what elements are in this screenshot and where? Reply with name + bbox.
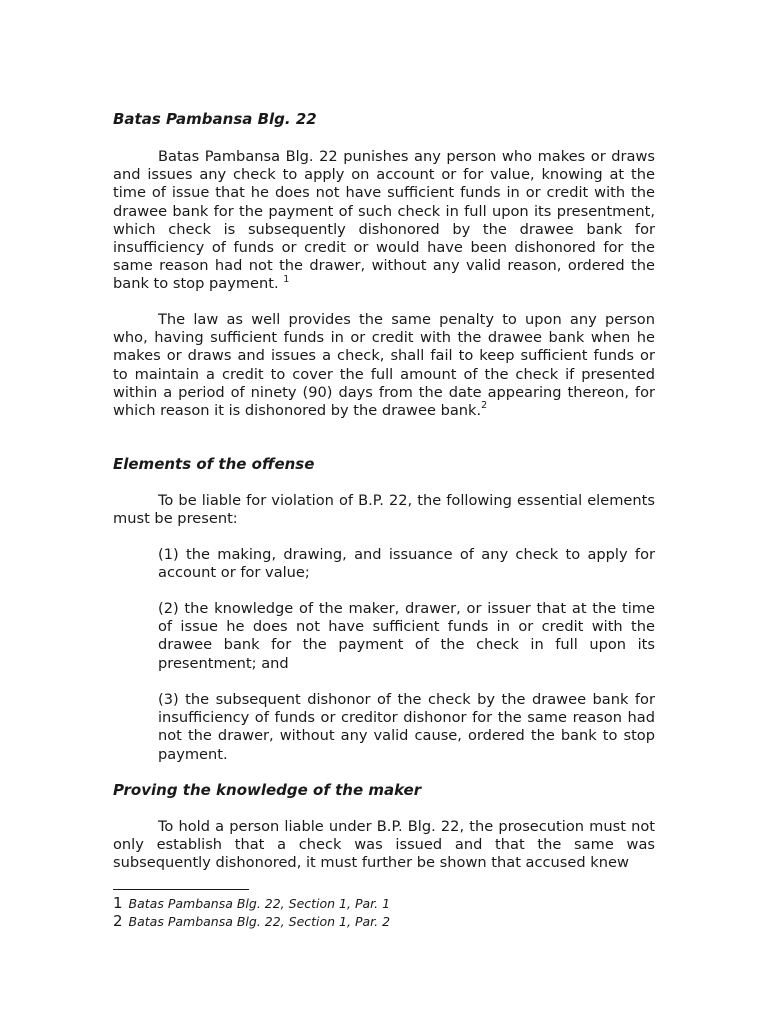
proving-heading: Proving the knowledge of the maker [113, 781, 422, 799]
footnote-ref-2: 2 [481, 400, 488, 412]
intro-paragraph-2-text: The law as well provides the same penalty to upon any person who, having sufficient funds in or credit with the drawee bank when he makes or draws and issues a check, shall fail to keep sufficient funds or to maintain a credit to cover the full amount of the check if presented within a period of ninety (90) days from the date appearing thereon, for which reason it is dishonored by the drawee bank. [113, 311, 655, 420]
elements-heading: Elements of the offense [113, 455, 315, 473]
intro-paragraph-1-text: Batas Pambansa Blg. 22 punishes any person who makes or draws and issues any check to apply on account or for value, knowing at the time of issue that he does not have sufficient funds in or credit with the drawee bank for the payment of such check in full upon its presentment, which check is subsequently dishonored by the drawee bank for insufficiency of funds or credit or would have been dishonored for the same reason had not the drawer, without any valid reason, ordered the bank to stop payment. [113, 148, 655, 293]
footnote-1 [113, 894, 390, 912]
intro-paragraph-2 [113, 311, 655, 420]
element-item-3: (3) the subsequent dishonor of the check by the drawee bank for insufficiency of funds or creditor dishonor for the same reason had not the drawer, without any valid cause, ordered the bank to stop payment. [158, 691, 655, 763]
footnote-2-number: 2 [113, 912, 123, 930]
footnote-2 [113, 912, 390, 930]
footnote-ref-1: 1 [283, 273, 290, 285]
footnote-1-text: Batas Pambansa Blg. 22, Section 1, Par. 1 [128, 896, 391, 911]
proving-paragraph-1: To hold a person liable under B.P. Blg. 22, the prosecution must not only establish that a check was issued and that the same was subsequently dishonored, it must further be shown that accused knew [113, 818, 655, 872]
intro-paragraph-1 [113, 148, 655, 294]
footnote-separator [113, 889, 249, 890]
element-item-2: (2) the knowledge of the maker, drawer, or issuer that at the time of issue he does not have sufficient funds in or credit with the drawee bank for the payment of the check in full upon its presentment; and [158, 600, 655, 672]
element-item-1: (1) the making, drawing, and issuance of any check to apply for account or for value; [158, 546, 655, 582]
elements-lead-paragraph: To be liable for violation of B.P. 22, the following essential elements must be present: [113, 492, 655, 528]
footnote-1-number: 1 [113, 894, 123, 912]
footnote-2-text: Batas Pambansa Blg. 22, Section 1, Par. 2 [128, 914, 391, 929]
document-title: Batas Pambansa Blg. 22 [113, 110, 317, 128]
